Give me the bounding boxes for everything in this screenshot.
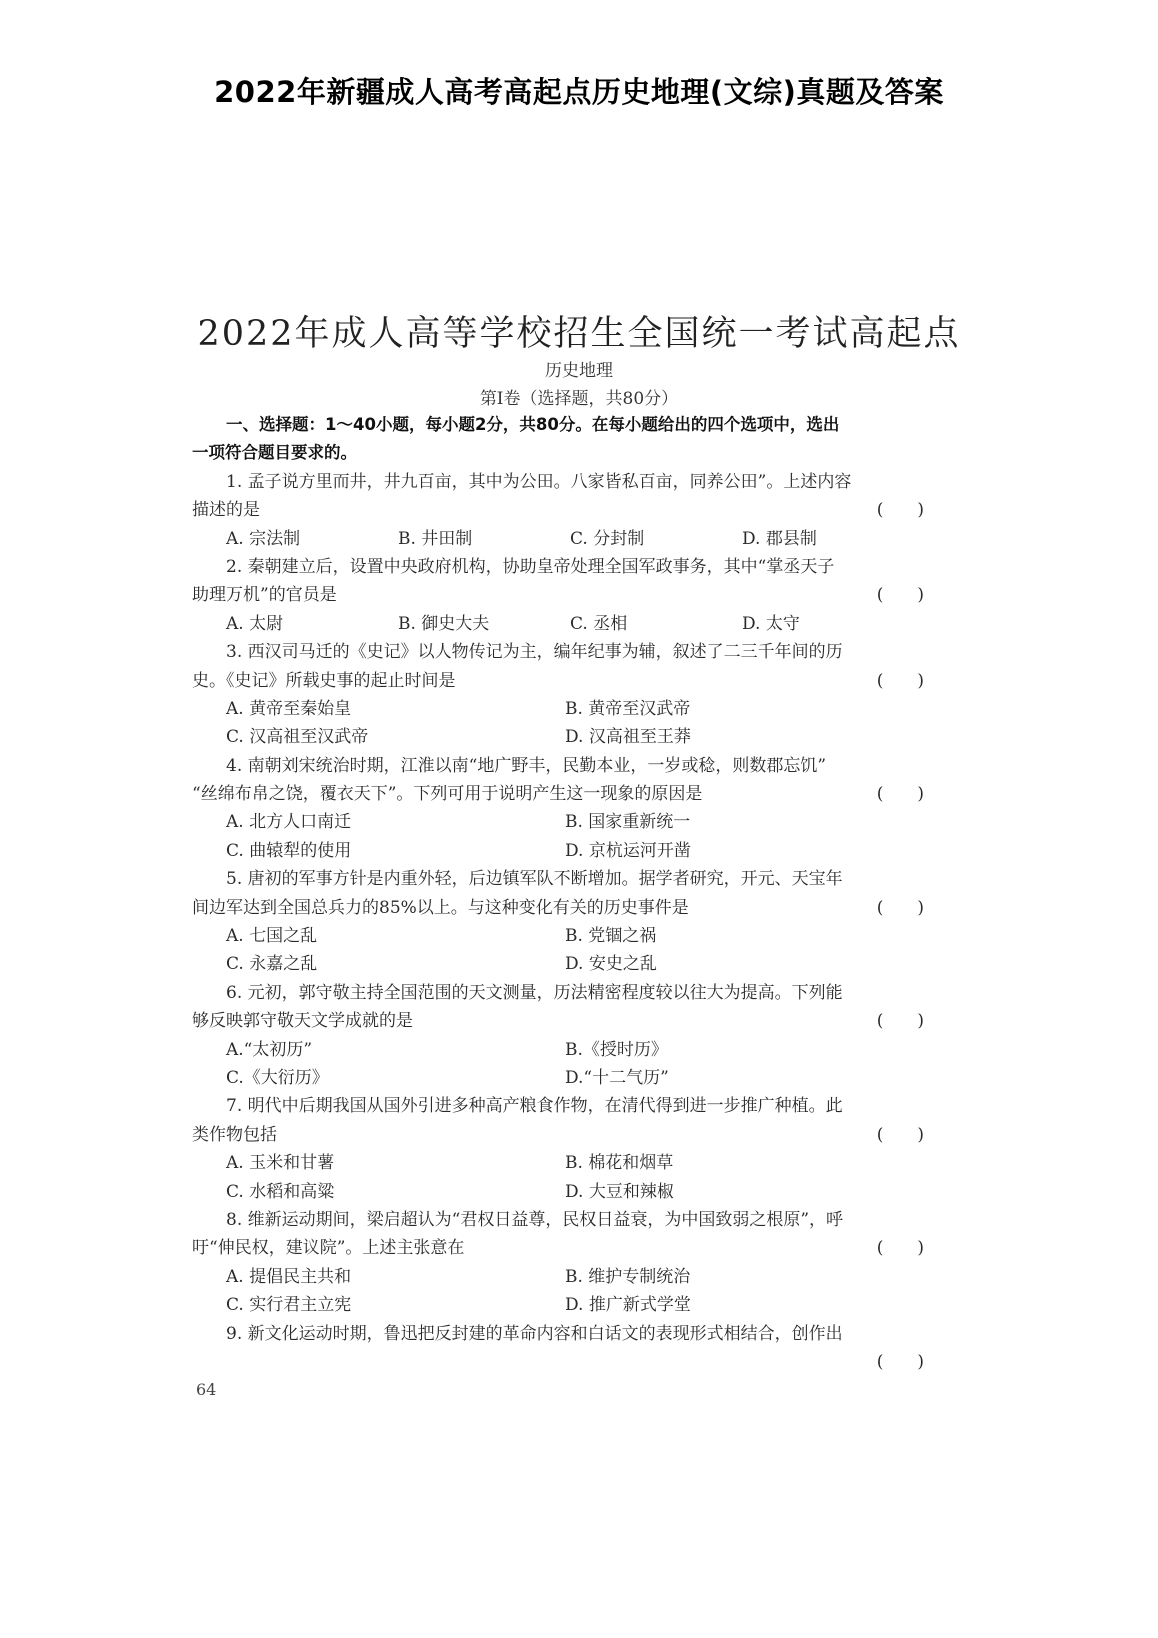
option-c: C. 曲辕犁的使用 <box>226 840 352 861</box>
question-stem-line: 8. 维新运动期间，梁启超认为“君权日益尊，民权日益衰，为中国致弱之根原”，呼 <box>226 1209 844 1230</box>
question-2 <box>192 553 928 638</box>
volume-title: 第Ⅰ卷（选择题，共80分） <box>479 389 679 409</box>
option-b: B. 维护专制统治 <box>565 1266 691 1287</box>
question-9 <box>192 1320 928 1377</box>
question-8 <box>192 1206 928 1320</box>
option-d: D. 郡县制 <box>742 528 817 549</box>
answer-bracket: ( ) <box>876 897 924 918</box>
answer-options <box>192 723 928 751</box>
question-stem-line: 7. 明代中后期我国从国外引进多种高产粮食作物，在清代得到进一步推广种植。此 <box>226 1096 843 1117</box>
option-b: B. 国家重新统一 <box>565 812 691 833</box>
answer-bracket: ( ) <box>876 1124 924 1145</box>
answer-bracket: ( ) <box>876 1238 924 1259</box>
answer-options <box>192 1064 928 1092</box>
answer-options <box>192 950 928 978</box>
option-d: D. 安史之乱 <box>565 954 657 975</box>
option-a: A. 提倡民主共和 <box>226 1266 352 1287</box>
option-d: D. 京杭运河开凿 <box>565 840 691 861</box>
option-d: D. 太守 <box>742 613 800 634</box>
answer-bracket: ( ) <box>876 670 924 691</box>
answer-options <box>192 525 928 553</box>
option-a: A. 北方人口南迁 <box>226 812 352 833</box>
question-stem-line: 9. 新文化运动时期，鲁迅把反封建的革命内容和白话文的表现形式相结合，创作出 <box>226 1323 843 1344</box>
question-6 <box>192 979 928 1093</box>
question-stem-line: 助理万机”的官员是 <box>192 585 337 606</box>
option-b: B.《授时历》 <box>565 1039 668 1060</box>
question-stem-line: 间边军达到全国总兵力的85%以上。与这种变化有关的历史事件是 <box>192 897 689 918</box>
question-stem-line: 3. 西汉司马迁的《史记》以人物传记为主，编年纪事为辅，叙述了二三千年间的历 <box>226 642 843 663</box>
option-c: C. 汉高祖至汉武帝 <box>226 727 369 748</box>
question-stem-line: 描述的是 <box>192 500 260 521</box>
question-stem-line: 1. 孟子说方里而井，井九百亩，其中为公田。八家皆私百亩，同养公田”。上述内容 <box>226 471 852 492</box>
answer-options <box>192 695 928 723</box>
answer-bracket: ( ) <box>876 1351 924 1372</box>
option-c: C. 分封制 <box>570 528 645 549</box>
option-c: C.《大衍历》 <box>226 1067 329 1088</box>
option-a: A. 玉米和甘薯 <box>226 1153 335 1174</box>
option-a: A. 太尉 <box>226 613 284 634</box>
question-stem-line: 4. 南朝刘宋统治时期，江淮以南“地广野丰，民勤本业，一岁或稔，则数郡忘饥” <box>226 755 827 776</box>
question-5 <box>192 865 928 979</box>
option-c: C. 水稻和高粱 <box>226 1181 335 1202</box>
option-d: D. 推广新式学堂 <box>565 1295 691 1316</box>
question-stem-line: “丝绵布帛之饶，覆衣天下”。下列可用于说明产生这一现象的原因是 <box>192 784 703 805</box>
exam-content <box>192 411 928 1376</box>
answer-options <box>192 1178 928 1206</box>
option-b: B. 党锢之祸 <box>565 926 657 947</box>
option-b: B. 黄帝至汉武帝 <box>565 698 691 719</box>
question-stem-line: 6. 元初，郭守敬主持全国范围的天文测量，历法精密程度较以往大为提高。下列能 <box>226 982 843 1003</box>
question-4 <box>192 752 928 866</box>
answer-options <box>192 1291 928 1319</box>
question-7 <box>192 1092 928 1206</box>
option-c: C. 永嘉之乱 <box>226 954 318 975</box>
answer-bracket: ( ) <box>876 500 924 521</box>
option-d: D. 大豆和辣椒 <box>565 1181 674 1202</box>
section-instruction-line-1: 一、选择题：1～40小题，每小题2分，共80分。在每小题给出的四个选项中，选出 <box>226 415 840 434</box>
option-c: C. 实行君主立宪 <box>226 1295 352 1316</box>
option-b: B. 御史大夫 <box>398 613 490 634</box>
question-3 <box>192 638 928 752</box>
option-a: A. 黄帝至秦始皇 <box>226 698 352 719</box>
question-stem-line: 类作物包括 <box>192 1124 277 1145</box>
question-stem-line: 5. 唐初的军事方针是内重外轻，后边镇军队不断增加。据学者研究，开元、天宝年 <box>226 869 843 890</box>
option-d: D.“十二气历” <box>565 1067 669 1088</box>
page-number: 64 <box>196 1380 217 1399</box>
question-stem-line: 史。《史记》所载史事的起止时间是 <box>192 670 456 691</box>
option-b: B. 井田制 <box>398 528 473 549</box>
answer-options <box>192 922 928 950</box>
answer-options <box>192 610 928 638</box>
subject-title: 历史地理 <box>545 361 613 381</box>
question-1 <box>192 468 928 553</box>
option-d: D. 汉高祖至王莽 <box>565 727 691 748</box>
answer-bracket: ( ) <box>876 784 924 805</box>
document-header-title: 2022年新疆成人高考高起点历史地理(文综)真题及答案 <box>214 75 944 109</box>
answer-options <box>192 1149 928 1177</box>
option-b: B. 棉花和烟草 <box>565 1153 674 1174</box>
option-a: A. 七国之乱 <box>226 926 318 947</box>
question-stem-line: 吁“伸民权，建议院”。上述主张意在 <box>192 1238 465 1259</box>
option-c: C. 丞相 <box>570 613 628 634</box>
answer-options <box>192 837 928 865</box>
exam-title: 2022年成人高等学校招生全国统一考试高起点 <box>197 314 961 354</box>
answer-options <box>192 808 928 836</box>
question-stem-line: 2. 秦朝建立后，设置中央政府机构，协助皇帝处理全国军政事务，其中“掌丞天子 <box>226 556 835 577</box>
answer-bracket: ( ) <box>876 1011 924 1032</box>
answer-bracket: ( ) <box>876 585 924 606</box>
section-instruction-line-2: 一项符合题目要求的。 <box>192 443 357 463</box>
option-a: A. 宗法制 <box>226 528 301 549</box>
answer-options <box>192 1263 928 1291</box>
question-stem-line: 够反映郭守敬天文学成就的是 <box>192 1011 413 1032</box>
answer-options <box>192 1036 928 1064</box>
option-a: A.“太初历” <box>226 1039 313 1060</box>
